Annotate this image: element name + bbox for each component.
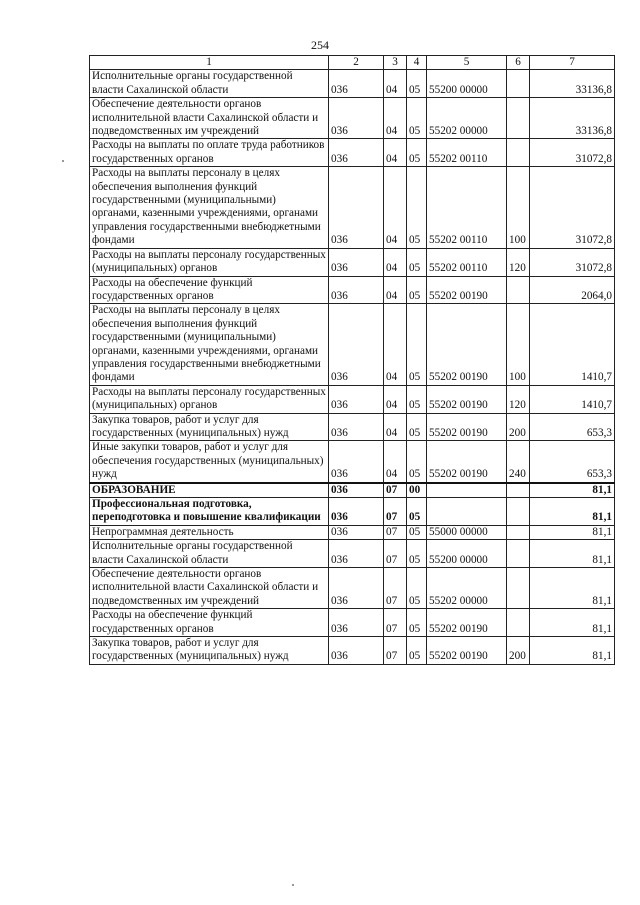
row-ved-code: 036: [329, 483, 384, 498]
row-target-article: 55202 00190: [427, 441, 507, 483]
row-amount: 1410,7: [530, 385, 615, 413]
row-subsection-code: 05: [407, 139, 427, 167]
row-amount: 33136,8: [530, 98, 615, 139]
row-ved-code: 036: [329, 98, 384, 139]
row-ved-code: 036: [329, 385, 384, 413]
row-expense-type: 240: [507, 441, 530, 483]
header-col-2: 2: [329, 56, 384, 70]
page-number: 254: [311, 38, 329, 52]
row-section-code: 04: [384, 276, 407, 304]
table-row: [90, 609, 615, 637]
table-row: [90, 276, 615, 304]
row-section-code: 04: [384, 167, 407, 248]
row-ved-code: 036: [329, 248, 384, 276]
row-section-code: 04: [384, 98, 407, 139]
row-target-article: 55202 00190: [427, 276, 507, 304]
row-section-code: 04: [384, 139, 407, 167]
row-ved-code: 036: [329, 540, 384, 568]
row-expense-type: [507, 609, 530, 637]
row-subsection-code: 05: [407, 70, 427, 98]
row-expense-type: 120: [507, 248, 530, 276]
table-row: [90, 139, 615, 167]
row-target-article: 55000 00000: [427, 525, 507, 539]
scan-speck: [292, 884, 294, 886]
row-section-code: 07: [384, 540, 407, 568]
row-target-article: 55202 00110: [427, 139, 507, 167]
row-subsection-code: 05: [407, 637, 427, 665]
row-name: Профессиональная подготовка, переподготовка и повышение квалификации: [90, 498, 329, 526]
table-row: [90, 413, 615, 441]
row-name: Закупка товаров, работ и услуг для государственных (муниципальных) нужд: [90, 413, 329, 441]
row-subsection-code: 00: [407, 483, 427, 498]
row-amount: 81,1: [530, 498, 615, 526]
header-col-1: 1: [90, 56, 329, 70]
row-subsection-code: 05: [407, 568, 427, 609]
table-row: [90, 167, 615, 248]
row-name: Расходы на выплаты по оплате труда работников государственных органов: [90, 139, 329, 167]
row-amount: 81,1: [530, 637, 615, 665]
row-target-article: 55202 00190: [427, 609, 507, 637]
row-section-code: 07: [384, 498, 407, 526]
row-subsection-code: 05: [407, 413, 427, 441]
row-subsection-code: 05: [407, 498, 427, 526]
row-expense-type: 200: [507, 413, 530, 441]
header-row: [90, 56, 615, 70]
row-expense-type: [507, 568, 530, 609]
row-amount: 653,3: [530, 413, 615, 441]
row-amount: 81,1: [530, 540, 615, 568]
row-section-code: 04: [384, 304, 407, 385]
row-amount: 1410,7: [530, 304, 615, 385]
row-ved-code: 036: [329, 70, 384, 98]
header-col-6: 6: [507, 56, 530, 70]
row-name: Исполнительные органы государственной власти Сахалинской области: [90, 540, 329, 568]
row-target-article: 55202 00190: [427, 385, 507, 413]
row-name: Иные закупки товаров, работ и услуг для обеспечения государственных (муниципальных) нужд: [90, 441, 329, 483]
table-row: [90, 525, 615, 539]
table-row: [90, 483, 615, 498]
row-ved-code: 036: [329, 413, 384, 441]
row-name: Расходы на выплаты персоналу в целях обеспечения выполнения функций государственными (муниципальными) органами, казенными учреждениями, органами управления государственными внебюджетными фондами: [90, 167, 329, 248]
row-section-code: 07: [384, 609, 407, 637]
row-amount: 81,1: [530, 525, 615, 539]
row-section-code: 07: [384, 637, 407, 665]
row-name: Исполнительные органы государственной власти Сахалинской области: [90, 70, 329, 98]
row-name: Непрограммная деятельность: [90, 525, 329, 539]
row-ved-code: 036: [329, 525, 384, 539]
row-section-code: 04: [384, 441, 407, 483]
row-amount: 33136,8: [530, 70, 615, 98]
row-section-code: 04: [384, 70, 407, 98]
row-section-code: 04: [384, 413, 407, 441]
row-subsection-code: 05: [407, 167, 427, 248]
row-amount: 2064,0: [530, 276, 615, 304]
row-subsection-code: 05: [407, 540, 427, 568]
row-expense-type: [507, 70, 530, 98]
row-target-article: 55200 00000: [427, 540, 507, 568]
row-ved-code: 036: [329, 609, 384, 637]
row-expense-type: [507, 276, 530, 304]
header-col-3: 3: [384, 56, 407, 70]
row-name: Обеспечение деятельности органов исполнительной власти Сахалинской области и подведомственных им учреждений: [90, 568, 329, 609]
row-ved-code: 036: [329, 304, 384, 385]
row-expense-type: 100: [507, 304, 530, 385]
row-name: Расходы на выплаты персоналу государственных (муниципальных) органов: [90, 248, 329, 276]
row-section-code: 07: [384, 568, 407, 609]
table-row: [90, 540, 615, 568]
row-target-article: 55202 00190: [427, 637, 507, 665]
row-amount: 81,1: [530, 483, 615, 498]
row-target-article: 55202 00190: [427, 413, 507, 441]
row-target-article: 55202 00190: [427, 304, 507, 385]
scan-speck: [62, 160, 64, 162]
row-target-article: [427, 498, 507, 526]
table-row: [90, 248, 615, 276]
row-expense-type: 100: [507, 167, 530, 248]
row-expense-type: [507, 498, 530, 526]
row-name: Закупка товаров, работ и услуг для государственных (муниципальных) нужд: [90, 637, 329, 665]
row-subsection-code: 05: [407, 304, 427, 385]
row-amount: 653,3: [530, 441, 615, 483]
row-amount: 81,1: [530, 609, 615, 637]
row-section-code: 07: [384, 525, 407, 539]
table-row: [90, 568, 615, 609]
row-target-article: [427, 483, 507, 498]
row-target-article: 55200 00000: [427, 70, 507, 98]
table-row: [90, 441, 615, 483]
row-section-code: 04: [384, 385, 407, 413]
row-expense-type: [507, 525, 530, 539]
row-expense-type: [507, 139, 530, 167]
row-target-article: 55202 00110: [427, 167, 507, 248]
row-target-article: 55202 00000: [427, 568, 507, 609]
row-amount: 31072,8: [530, 248, 615, 276]
row-subsection-code: 05: [407, 98, 427, 139]
row-section-code: 04: [384, 248, 407, 276]
header-col-5: 5: [427, 56, 507, 70]
row-subsection-code: 05: [407, 441, 427, 483]
row-target-article: 55202 00000: [427, 98, 507, 139]
budget-table: [89, 55, 615, 665]
row-ved-code: 036: [329, 498, 384, 526]
table-row: [90, 304, 615, 385]
row-name: Обеспечение деятельности органов исполнительной власти Сахалинской области и подведомственных им учреждений: [90, 98, 329, 139]
row-target-article: 55202 00110: [427, 248, 507, 276]
row-expense-type: [507, 98, 530, 139]
table-row: [90, 70, 615, 98]
row-subsection-code: 05: [407, 609, 427, 637]
row-ved-code: 036: [329, 637, 384, 665]
row-amount: 81,1: [530, 568, 615, 609]
row-subsection-code: 05: [407, 276, 427, 304]
header-col-7: 7: [530, 56, 615, 70]
row-ved-code: 036: [329, 276, 384, 304]
row-name: Расходы на выплаты персоналу в целях обеспечения выполнения функций государственными (муниципальными) органами, казенными учреждениями, органами управления государственными внебюджетными фондами: [90, 304, 329, 385]
row-section-code: 07: [384, 483, 407, 498]
row-subsection-code: 05: [407, 525, 427, 539]
table-row: [90, 385, 615, 413]
row-expense-type: [507, 540, 530, 568]
row-expense-type: 200: [507, 637, 530, 665]
header-col-4: 4: [407, 56, 427, 70]
row-ved-code: 036: [329, 441, 384, 483]
row-ved-code: 036: [329, 139, 384, 167]
row-name: Расходы на обеспечение функций государственных органов: [90, 276, 329, 304]
row-ved-code: 036: [329, 568, 384, 609]
row-amount: 31072,8: [530, 167, 615, 248]
row-expense-type: [507, 483, 530, 498]
row-amount: 31072,8: [530, 139, 615, 167]
row-subsection-code: 05: [407, 248, 427, 276]
table-row: [90, 637, 615, 665]
row-subsection-code: 05: [407, 385, 427, 413]
table-row: [90, 98, 615, 139]
row-ved-code: 036: [329, 167, 384, 248]
table-row: [90, 498, 615, 526]
row-name: Расходы на обеспечение функций государственных органов: [90, 609, 329, 637]
row-name: Расходы на выплаты персоналу государственных (муниципальных) органов: [90, 385, 329, 413]
row-expense-type: 120: [507, 385, 530, 413]
row-name: ОБРАЗОВАНИЕ: [90, 483, 329, 498]
